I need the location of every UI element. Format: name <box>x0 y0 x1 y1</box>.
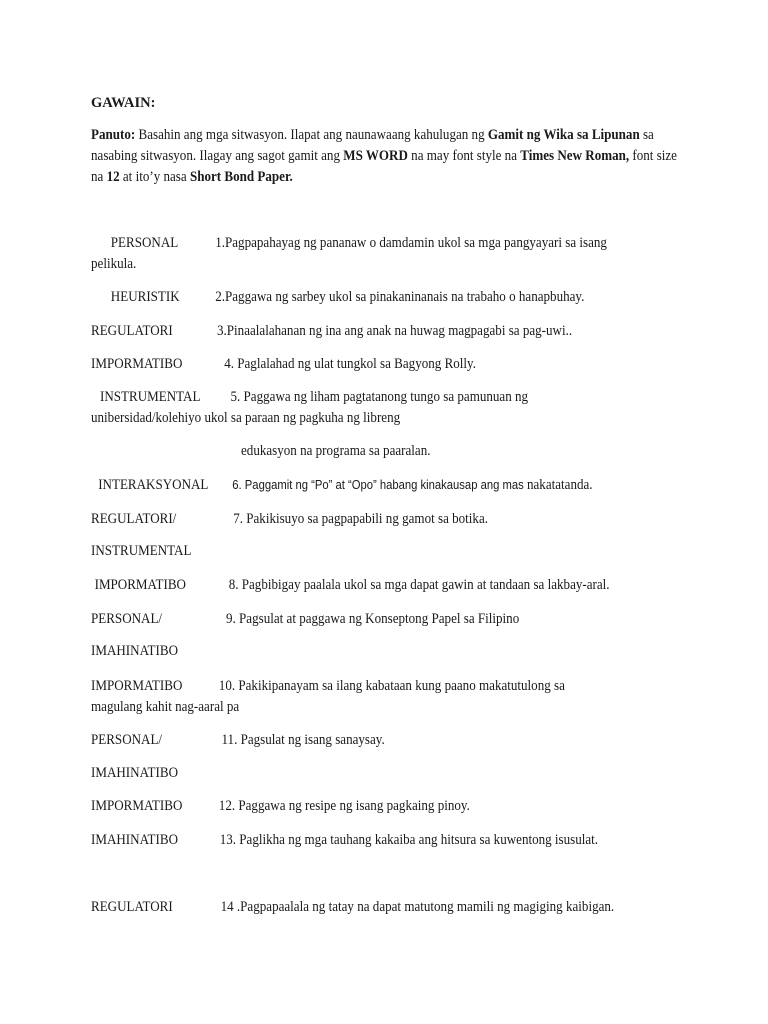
instructions-text: sa nasabing sitwasyon. Ilagay ang sagot gamit ang <box>91 127 654 164</box>
item-text-sans: 6. Paggamit ng “Po” at “Opo” habang kinakausap ang mas <box>232 478 524 492</box>
item-category: IMPORMATIBO <box>91 798 183 814</box>
item-text: 14 .Pagpapaalala ng tatay na dapat matutong mamili ng magiging kaibigan. <box>220 899 615 915</box>
item-continuation: pelikula. <box>91 256 137 272</box>
item-continuation: magulang kahit nag-aaral pa <box>91 699 240 715</box>
item-continuation: edukasyon na programa sa paaralan. <box>241 443 431 459</box>
instructions-bold: Short Bond Paper. <box>189 169 293 185</box>
instructions-text: Basahin ang mga sitwasyon. Ilapat ang naunawaang kahulugan ng <box>135 127 488 143</box>
item-text: 3.Pinaalalahanan ng ina ang anak na huwag magpagabi sa pag-uwi.. <box>217 323 573 339</box>
instructions-label: Panuto: <box>91 127 136 143</box>
item-text: 5. Paggawa ng liham pagtatanong tungo sa pamunuan ng <box>230 389 529 405</box>
item-text <box>232 475 592 495</box>
instructions-paragraph <box>91 125 685 188</box>
instructions-bold: Times New Roman, <box>520 148 630 164</box>
item-category-continuation: IMAHINATIBO <box>91 643 179 659</box>
instructions-text: at ito’y nasa <box>119 169 190 185</box>
instructions-bold: MS WORD <box>343 148 408 164</box>
item-text: 10. Pakikipanayam sa ilang kabataan kung paano makatutulong sa <box>218 678 565 694</box>
item-text: 11. Pagsulat ng isang sanaysay. <box>221 732 385 748</box>
item-text: 4. Paglalahad ng ulat tungkol sa Bagyong Rolly. <box>224 356 476 372</box>
item-category: IMPORMATIBO <box>91 678 183 694</box>
instructions-text: font size na <box>91 148 677 185</box>
item-text: 12. Paggawa ng resipe ng isang pagkaing pinoy. <box>218 798 470 814</box>
item-text: 7. Pakikisuyo sa pagpapabili ng gamot sa botika. <box>233 511 489 527</box>
item-category: HEURISTIK <box>110 289 180 305</box>
instructions-text: na may font style na <box>407 148 521 164</box>
instructions-bold: 12 <box>106 169 120 185</box>
item-text: 1.Pagpapahayag ng pananaw o damdamin ukol sa mga pangyayari sa isang <box>215 235 607 251</box>
item-category: IMAHINATIBO <box>91 832 179 848</box>
item-text: 13. Paglikha ng mga tauhang kakaiba ang hitsura sa kuwentong isusulat. <box>219 832 599 848</box>
item-text-serif: nakatatanda. <box>523 477 593 493</box>
item-category: INSTRUMENTAL <box>100 389 201 405</box>
item-text: 8. Pagbibigay paalala ukol sa mga dapat gawin at tandaan sa lakbay-aral. <box>228 577 610 593</box>
item-continuation: unibersidad/kolehiyo ukol sa paraan ng pagkuha ng libreng <box>91 410 401 426</box>
item-category: PERSONAL/ <box>91 732 163 748</box>
item-category: IMPORMATIBO <box>94 577 186 593</box>
item-text: 2.Paggawa ng sarbey ukol sa pinakaninanais na trabaho o hanapbuhay. <box>215 289 585 305</box>
item-category: REGULATORI <box>91 323 173 339</box>
item-category: INTERAKSYONAL <box>98 477 209 493</box>
item-category: PERSONAL <box>110 235 179 251</box>
activity-heading: GAWAIN: <box>91 95 156 111</box>
item-category: PERSONAL/ <box>91 611 163 627</box>
item-category-continuation: INSTRUMENTAL <box>91 543 192 559</box>
item-category: REGULATORI <box>91 899 173 915</box>
item-category-continuation: IMAHINATIBO <box>91 765 179 781</box>
item-text: 9. Pagsulat at paggawa ng Konseptong Papel sa Filipino <box>226 611 520 627</box>
item-category: IMPORMATIBO <box>91 356 183 372</box>
instructions-bold: Gamit ng Wika sa Lipunan <box>487 127 640 143</box>
item-category: REGULATORI/ <box>91 511 177 527</box>
